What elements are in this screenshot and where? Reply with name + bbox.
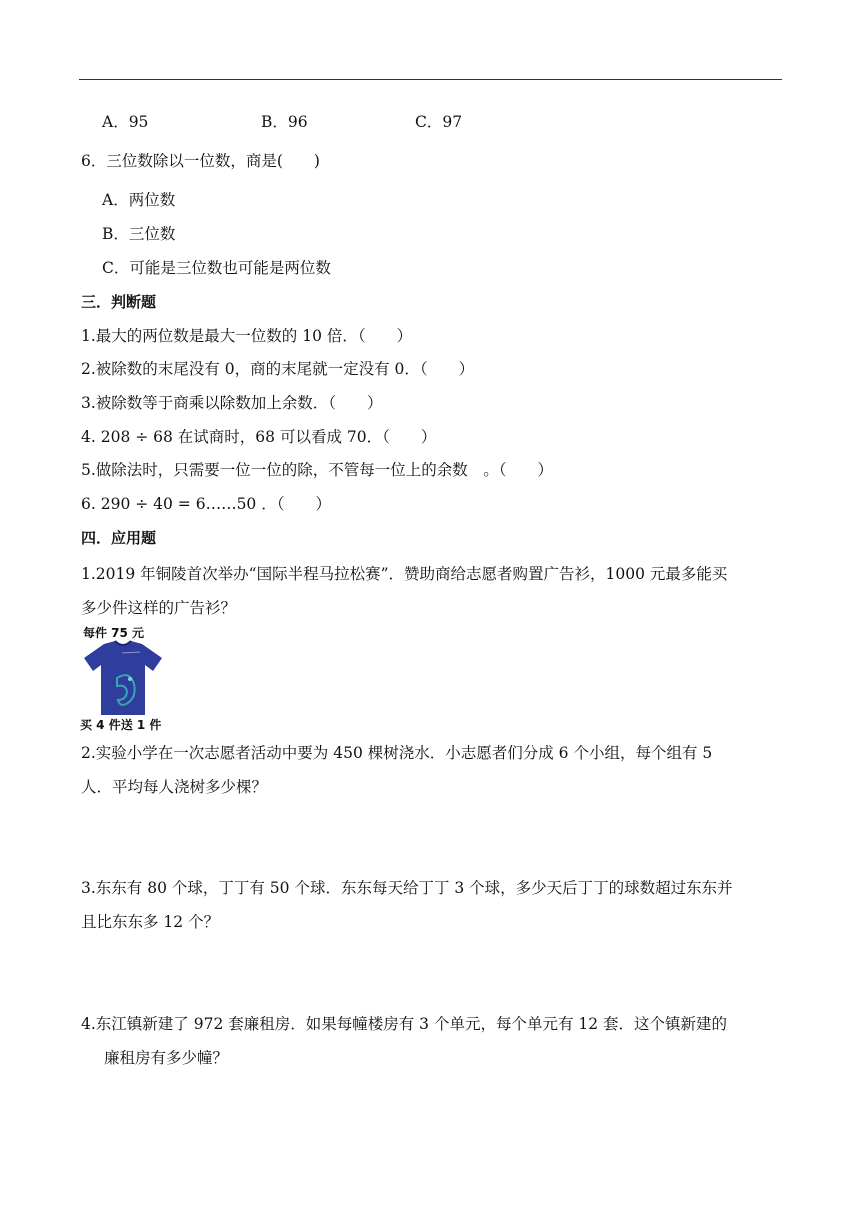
price-label: 每件 75 元 xyxy=(83,626,145,640)
app-q4-line1: 4.东江镇新建了 972 套廉租房．如果每幢楼房有 3 个单元，每个单元有 12 套．这个镇新建的 xyxy=(81,1015,728,1033)
q6-option-b: B．三位数 xyxy=(102,225,176,243)
promo-label: 买 4 件送 1 件 xyxy=(80,718,162,732)
app-q1-line1: 1.2019 年铜陵首次举办“国际半程马拉松赛”．赞助商给志愿者购置广告衫，1000 元最多能买 xyxy=(81,565,728,583)
q5-option-b: B．96 xyxy=(261,113,308,131)
judgment-item: 4. 208 ÷ 68 在试商时，68 可以看成 70．（ ） xyxy=(81,428,437,446)
app-q4-line2: 廉租房有多少幢？ xyxy=(104,1049,229,1067)
section-title-judgment: 三．判断题 xyxy=(81,293,157,311)
app-q1-line2: 多少件这样的广告衫？ xyxy=(81,599,237,617)
app-q2-line1: 2.实验小学在一次志愿者活动中要为 450 棵树浇水．小志愿者们分成 6 个小组，每个组有 5 xyxy=(81,744,713,762)
header-rule xyxy=(79,79,782,80)
section-title-application: 四．应用题 xyxy=(81,529,157,547)
judgment-item: 1.最大的两位数是最大一位数的 10 倍．（ ） xyxy=(81,327,413,345)
q6-stem: 6．三位数除以一位数，商是( ) xyxy=(81,152,320,170)
q6-option-a: A．两位数 xyxy=(102,191,176,209)
q6-option-c: C．可能是三位数也可能是两位数 xyxy=(102,259,331,277)
app-q3-line1: 3.东东有 80 个球，丁丁有 50 个球．东东每天给丁丁 3 个球，多少天后丁丁的球数超过东东并 xyxy=(81,879,733,897)
app-q3-line2: 且比东东多 12 个？ xyxy=(81,913,220,931)
judgment-item: 6. 290 ÷ 40 = 6……50 ．（ ） xyxy=(81,495,331,513)
judgment-item: 3.被除数等于商乘以除数加上余数．（ ） xyxy=(81,394,383,412)
judgment-item: 2.被除数的末尾没有 0，商的末尾就一定没有 0．（ ） xyxy=(81,360,475,378)
app-q2-line2: 人．平均每人浇树多少棵？ xyxy=(81,778,268,796)
tshirt-ad-image xyxy=(80,624,166,732)
tshirt-icon xyxy=(82,640,164,716)
q5-option-c: C．97 xyxy=(415,113,463,131)
judgment-item: 5.做除法时，只需要一位一位的除，不管每一位上的余数 。（ ） xyxy=(81,461,554,479)
q5-option-a: A．95 xyxy=(102,113,149,131)
